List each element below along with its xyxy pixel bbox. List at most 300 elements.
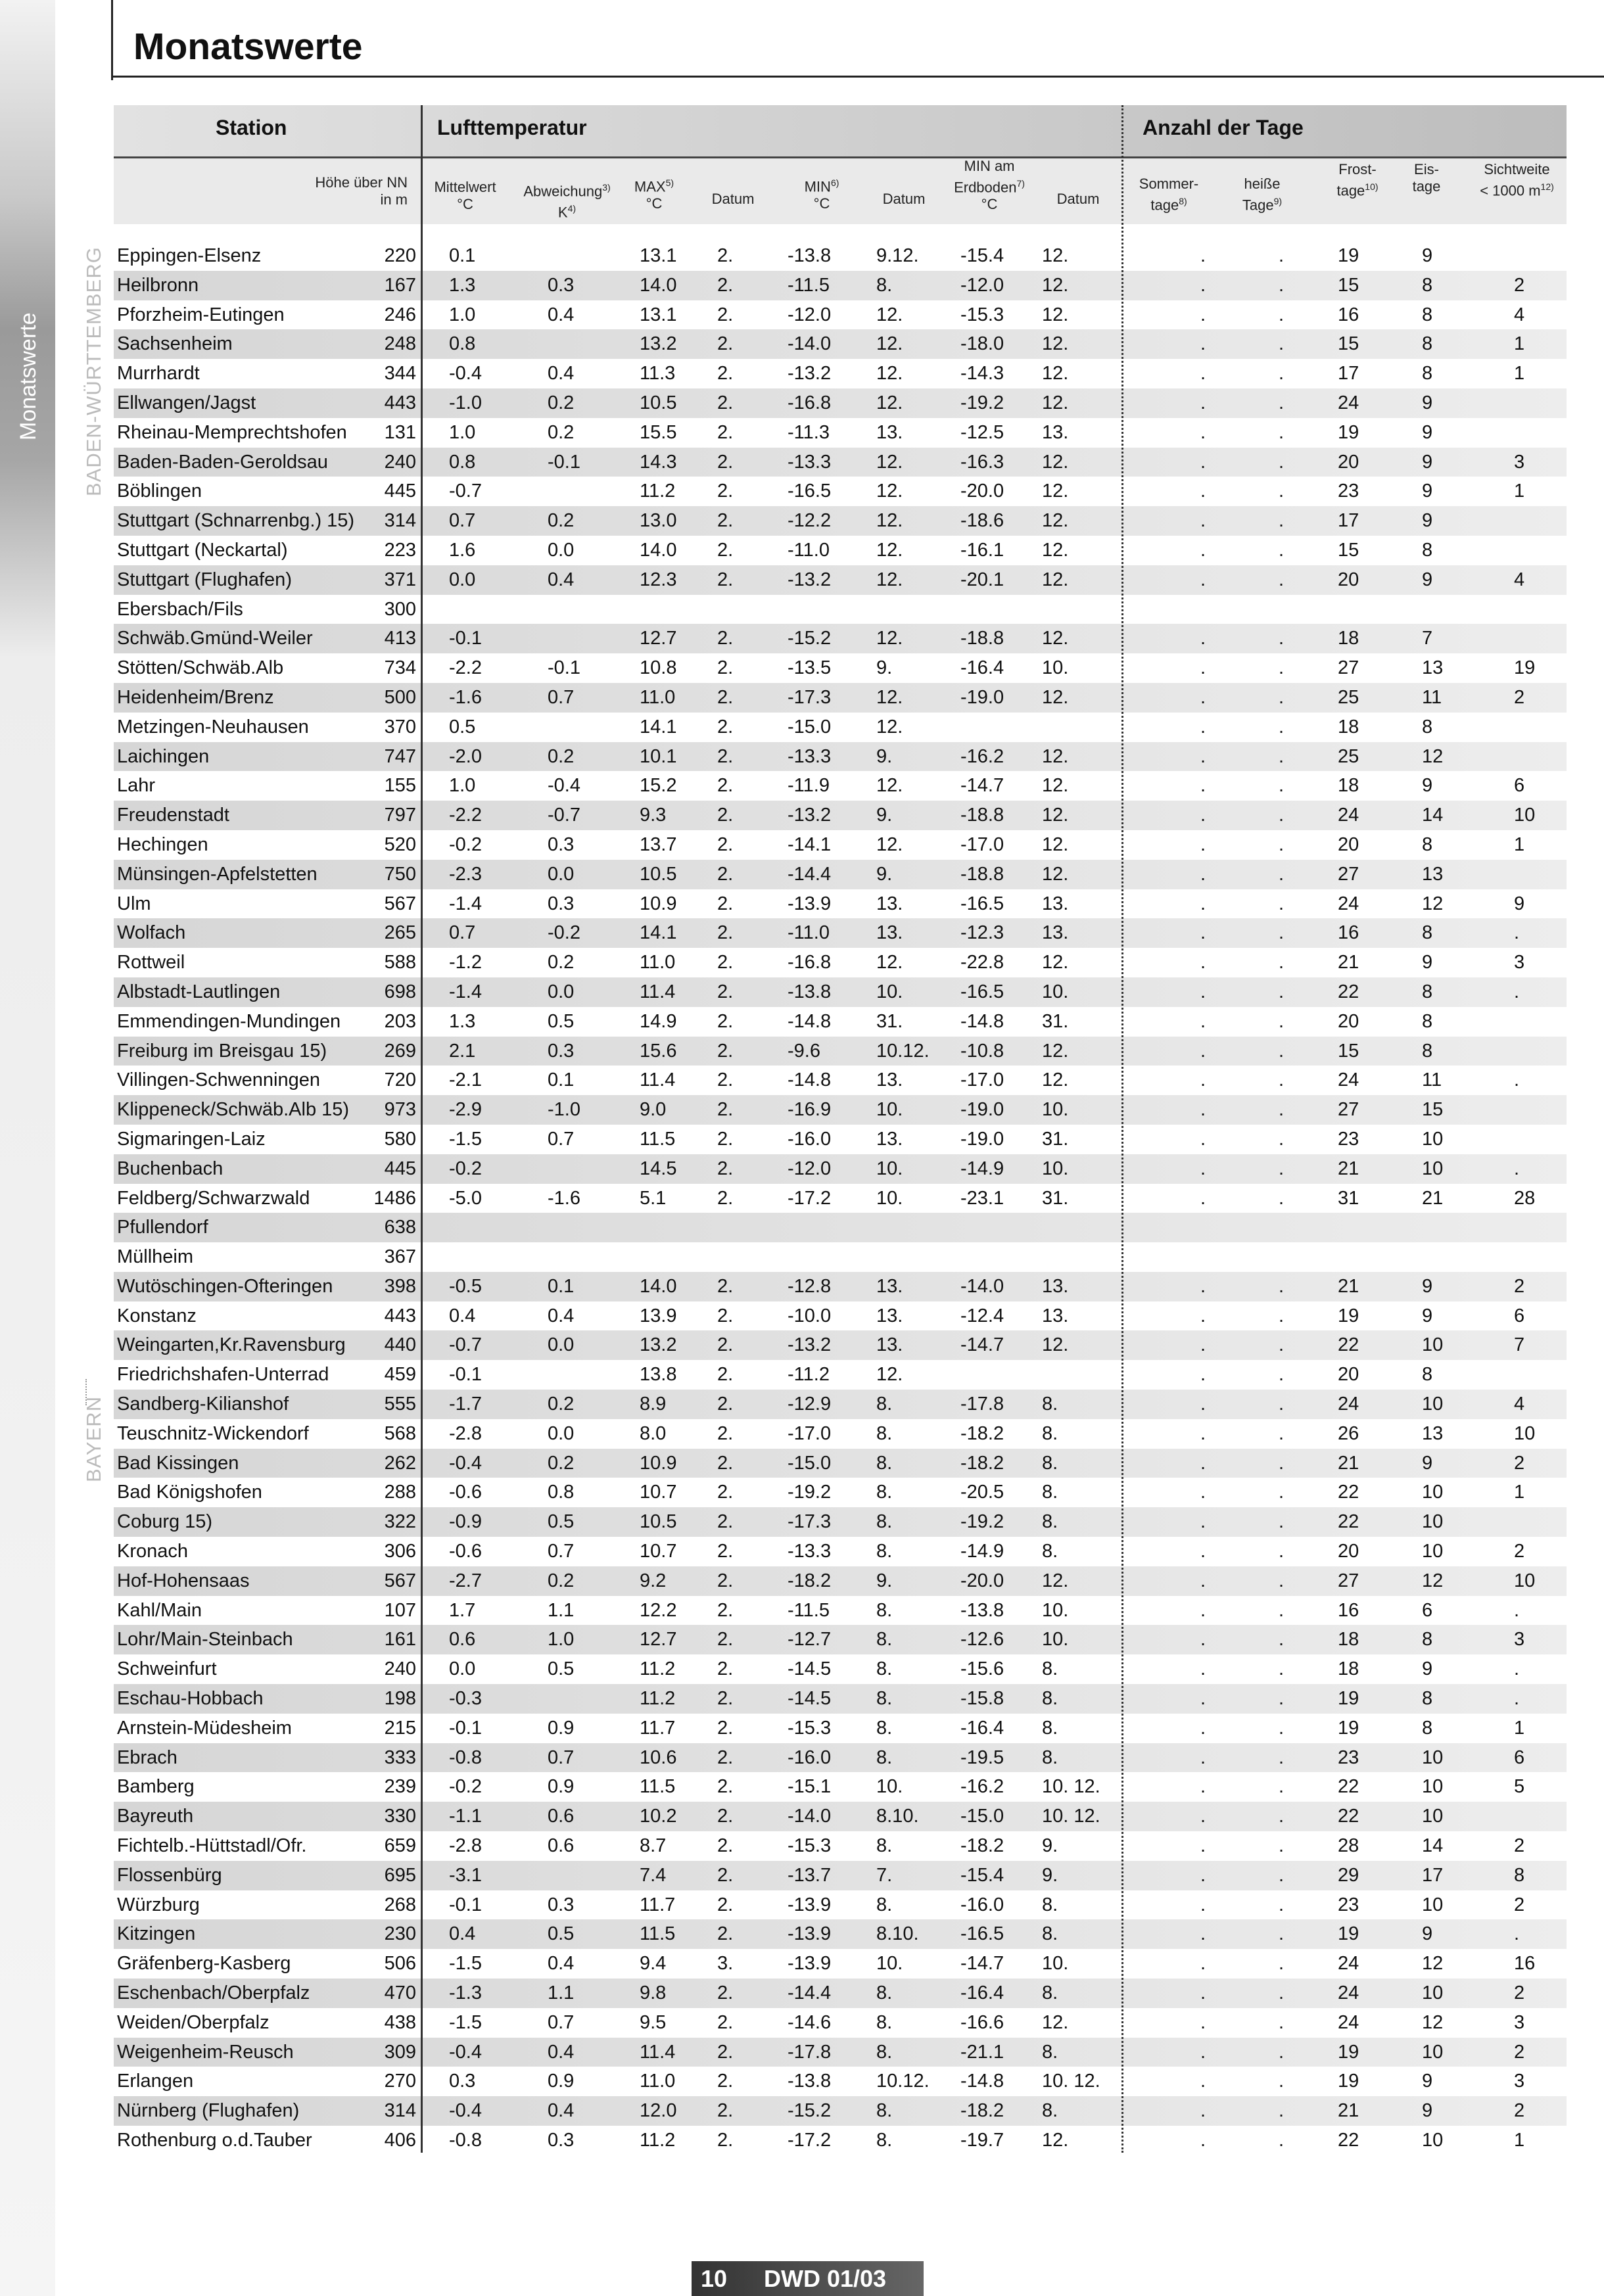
cell-frost-days: 21: [1338, 2100, 1359, 2122]
cell-hot-days: .: [1279, 1864, 1285, 1886]
cell-max: 11.3: [640, 363, 676, 385]
cell-max: 13.0: [640, 510, 677, 532]
cell-summer-days: .: [1200, 1305, 1206, 1326]
cell-height: 445: [384, 1158, 416, 1179]
cell-ground-date: 13.: [1042, 421, 1069, 443]
cell-ground-min: -14.7: [960, 1953, 1004, 1975]
cell-min: -11.5: [788, 274, 830, 296]
cell-station: Weingarten,Kr.Ravensburg: [117, 1334, 346, 1356]
cell-ground-date: 13.: [1042, 1275, 1069, 1297]
cell-ground-min: -19.0: [960, 1099, 1004, 1121]
cell-station: Bayreuth: [117, 1806, 194, 1827]
cell-min: -13.7: [788, 1864, 832, 1886]
cell-mean: -0.1: [449, 628, 482, 649]
cell-max-date: 2.: [717, 1746, 734, 1768]
cell-min: -15.1: [788, 1776, 832, 1798]
cell-ground-min: -16.0: [960, 1894, 1004, 1915]
cell-ice-days: 21: [1422, 1187, 1444, 1209]
cell-visibility: .: [1514, 981, 1520, 1002]
cell-min-date: 8.: [876, 2011, 893, 2033]
cell-min-date: 12.: [876, 775, 903, 797]
cell-hot-days: .: [1279, 1099, 1285, 1121]
cell-station: Bad Königshofen: [117, 1482, 262, 1503]
cell-station: Würzburg: [117, 1894, 200, 1915]
cell-frost-days: 21: [1338, 952, 1359, 973]
cell-mean: -0.2: [449, 1158, 482, 1179]
cell-height: 344: [384, 363, 416, 385]
cell-station: Eschau-Hobbach: [117, 1688, 264, 1710]
cell-ice-days: 15: [1422, 1099, 1444, 1121]
cell-max: 10.1: [640, 745, 677, 767]
cell-max: 12.7: [640, 628, 677, 649]
cell-frost-days: 24: [1338, 893, 1359, 914]
side-tab-label: Monatswerte: [16, 312, 41, 440]
cell-station: Hechingen: [117, 833, 208, 855]
cell-height: 588: [384, 952, 416, 973]
cell-visibility: 3: [1514, 952, 1525, 973]
cell-hot-days: .: [1279, 1334, 1285, 1356]
cell-station: Kahl/Main: [117, 1599, 202, 1621]
table-row: [114, 977, 1567, 1007]
cell-max-date: 2.: [717, 1452, 734, 1474]
cell-frost-days: 27: [1338, 1099, 1359, 1121]
cell-hot-days: .: [1279, 421, 1285, 443]
cell-ground-date: 12.: [1042, 1069, 1069, 1091]
cell-mean: -1.5: [449, 1128, 482, 1150]
cell-ground-date: 10.: [1042, 1099, 1069, 1121]
cell-height: 240: [384, 451, 416, 473]
cell-ground-min: -19.2: [960, 1511, 1004, 1533]
cell-hot-days: .: [1279, 628, 1285, 649]
cell-mean: -3.1: [449, 1864, 482, 1886]
cell-deviation: -0.7: [548, 805, 580, 826]
cell-height: 371: [384, 569, 416, 590]
cell-ground-min: -16.5: [960, 1923, 1004, 1945]
cell-ice-days: 9: [1422, 421, 1433, 443]
cell-max-date: 2.: [717, 480, 734, 502]
cell-height: 309: [384, 2041, 416, 2063]
cell-mean: -0.5: [449, 1275, 482, 1297]
cell-summer-days: .: [1200, 1128, 1206, 1150]
cell-height: 734: [384, 657, 416, 679]
cell-summer-days: .: [1200, 1688, 1206, 1710]
cell-height: 314: [384, 510, 416, 532]
cell-ice-days: 8: [1422, 274, 1433, 296]
table-row: [114, 565, 1567, 595]
cell-max: 8.7: [640, 1835, 667, 1857]
cell-station: Weiden/Oberpfalz: [117, 2011, 270, 2033]
cell-mean: -0.3: [449, 1688, 482, 1710]
cell-height: 240: [384, 1658, 416, 1680]
cell-summer-days: .: [1200, 1570, 1206, 1591]
cell-summer-days: .: [1200, 981, 1206, 1002]
cell-visibility: 2: [1514, 1275, 1525, 1297]
cell-height: 270: [384, 2071, 416, 2092]
cell-max-date: 2.: [717, 1010, 734, 1032]
cell-frost-days: 19: [1338, 1305, 1359, 1326]
cell-max: 14.0: [640, 274, 677, 296]
cell-min-date: 10.: [876, 981, 903, 1002]
cell-hot-days: .: [1279, 1364, 1285, 1386]
cell-mean: 0.6: [449, 1629, 476, 1651]
cell-max-date: 2.: [717, 2071, 734, 2092]
cell-station: Sigmaringen-Laiz: [117, 1128, 266, 1150]
cell-frost-days: 16: [1338, 304, 1359, 325]
cell-min: -11.2: [788, 1364, 830, 1386]
cell-hot-days: .: [1279, 805, 1285, 826]
cell-deviation: 0.4: [548, 2100, 575, 2122]
cell-mean: 2.1: [449, 1040, 476, 1062]
cell-max-date: 2.: [717, 1717, 734, 1739]
cell-max-date: 2.: [717, 1658, 734, 1680]
cell-station: Bad Kissingen: [117, 1452, 239, 1474]
cell-ground-date: 10.: [1042, 981, 1069, 1002]
cell-ground-min: -14.0: [960, 1275, 1004, 1297]
cell-station: Rothenburg o.d.Tauber: [117, 2130, 312, 2151]
cell-frost-days: 19: [1338, 245, 1359, 266]
table-row: [114, 1625, 1567, 1654]
cell-height: 155: [384, 775, 416, 797]
cell-visibility: 10: [1514, 1422, 1536, 1444]
cell-station: Ellwangen/Jagst: [117, 392, 256, 413]
cell-max: 10.9: [640, 1452, 677, 1474]
cell-summer-days: .: [1200, 1069, 1206, 1091]
cell-ground-date: 12.: [1042, 833, 1069, 855]
cell-ground-date: 12.: [1042, 451, 1069, 473]
cell-deviation: 0.8: [548, 1482, 575, 1503]
data-table: [114, 241, 1567, 2155]
cell-visibility: 2: [1514, 1452, 1525, 1474]
cell-min: -13.2: [788, 805, 832, 826]
cell-summer-days: .: [1200, 2100, 1206, 2122]
cell-min-date: 8.: [876, 2100, 893, 2122]
col-ground-min: MIN am Erdboden$^{7)}$ °C: [954, 158, 1025, 213]
cell-summer-days: .: [1200, 893, 1206, 914]
cell-height: 520: [384, 833, 416, 855]
cell-frost-days: 22: [1338, 981, 1359, 1002]
cell-station: Eppingen-Elsenz: [117, 245, 262, 266]
cell-max-date: 2.: [717, 539, 734, 561]
cell-ground-date: 8.: [1042, 1541, 1058, 1562]
cell-max-date: 2.: [717, 628, 734, 649]
cell-mean: -2.9: [449, 1099, 482, 1121]
cell-station: Laichingen: [117, 745, 210, 767]
cell-ground-date: 10. 12.: [1042, 1776, 1100, 1798]
cell-summer-days: .: [1200, 421, 1206, 443]
cell-min: -19.2: [788, 1482, 832, 1503]
cell-hot-days: .: [1279, 1688, 1285, 1710]
cell-mean: -2.8: [449, 1422, 482, 1444]
table-row: [114, 771, 1567, 801]
cell-ground-min: -20.1: [960, 569, 1004, 590]
cell-frost-days: 18: [1338, 775, 1359, 797]
cell-min: -14.4: [788, 863, 832, 885]
cell-ground-min: -18.2: [960, 1835, 1004, 1857]
cell-ice-days: 9: [1422, 1658, 1433, 1680]
cell-frost-days: 21: [1338, 1452, 1359, 1474]
cell-visibility: 8: [1514, 1864, 1525, 1886]
cell-min-date: 12.: [876, 1364, 903, 1386]
cell-summer-days: .: [1200, 480, 1206, 502]
cell-mean: -0.6: [449, 1482, 482, 1503]
cell-height: 747: [384, 745, 416, 767]
cell-frost-days: 24: [1338, 392, 1359, 413]
cell-mean: 1.7: [449, 1599, 476, 1621]
cell-max-date: 2.: [717, 1894, 734, 1915]
cell-ground-min: -18.8: [960, 628, 1004, 649]
cell-summer-days: .: [1200, 1040, 1206, 1062]
cell-min-date: 12.: [876, 952, 903, 973]
table-row: [114, 1360, 1567, 1390]
cell-summer-days: .: [1200, 2130, 1206, 2151]
cell-ground-date: 12.: [1042, 1334, 1069, 1356]
section-station: Station: [216, 116, 287, 139]
cell-frost-days: 24: [1338, 1953, 1359, 1975]
cell-ice-days: 12: [1422, 1570, 1444, 1591]
cell-visibility: 3: [1514, 2011, 1525, 2033]
cell-ice-days: 8: [1422, 1717, 1433, 1739]
cell-visibility: 10: [1514, 805, 1536, 826]
table-row: [114, 889, 1567, 919]
cell-min: -14.0: [788, 333, 832, 355]
cell-visibility: 7: [1514, 1334, 1525, 1356]
header-rule-horizontal: [111, 76, 1604, 78]
cell-deviation: 0.4: [548, 1953, 575, 1975]
cell-visibility: .: [1514, 1923, 1520, 1945]
cell-deviation: 0.0: [548, 1422, 575, 1444]
cell-station: Bamberg: [117, 1776, 195, 1798]
cell-station: Stuttgart (Flughafen): [117, 569, 292, 590]
cell-max-date: 2.: [717, 1629, 734, 1651]
cell-station: Ulm: [117, 893, 151, 914]
cell-min-date: 8.: [876, 1541, 893, 1562]
cell-mean: -1.5: [449, 1953, 482, 1975]
cell-ground-min: -18.0: [960, 333, 1004, 355]
cell-deviation: 0.2: [548, 1570, 575, 1591]
cell-summer-days: .: [1200, 392, 1206, 413]
cell-ice-days: 6: [1422, 1599, 1433, 1621]
cell-height: 580: [384, 1128, 416, 1150]
cell-visibility: 3: [1514, 451, 1525, 473]
cell-hot-days: .: [1279, 1511, 1285, 1533]
cell-min-date: 12.: [876, 392, 903, 413]
cell-visibility: 19: [1514, 657, 1536, 679]
cell-mean: -0.4: [449, 363, 482, 385]
cell-height: 567: [384, 893, 416, 914]
cell-height: 239: [384, 1776, 416, 1798]
cell-min: -15.2: [788, 628, 832, 649]
cell-height: 330: [384, 1806, 416, 1827]
cell-station: Pforzheim-Eutingen: [117, 304, 285, 325]
cell-frost-days: 24: [1338, 2011, 1359, 2033]
cell-height: 333: [384, 1746, 416, 1768]
cell-hot-days: .: [1279, 451, 1285, 473]
cell-height: 698: [384, 981, 416, 1002]
cell-max-date: 2.: [717, 333, 734, 355]
cell-summer-days: .: [1200, 1599, 1206, 1621]
cell-mean: 1.3: [449, 274, 476, 296]
cell-deviation: 0.0: [548, 981, 575, 1002]
cell-deviation: 0.7: [548, 686, 575, 708]
table-row: [114, 1007, 1567, 1037]
cell-station: Münsingen-Apfelstetten: [117, 863, 318, 885]
cell-max: 11.5: [640, 1923, 676, 1945]
cell-frost-days: 22: [1338, 1776, 1359, 1798]
cell-summer-days: .: [1200, 1334, 1206, 1356]
cell-visibility: 4: [1514, 1394, 1525, 1415]
cell-ground-min: -15.3: [960, 304, 1004, 325]
cell-height: 659: [384, 1835, 416, 1857]
cell-hot-days: .: [1279, 745, 1285, 767]
cell-min-date: 10.12.: [876, 2071, 930, 2092]
cell-max-date: 2.: [717, 451, 734, 473]
cell-hot-days: .: [1279, 480, 1285, 502]
cell-min: -16.0: [788, 1128, 832, 1150]
cell-station: Eschenbach/Oberpfalz: [117, 1982, 310, 2004]
cell-deviation: 0.4: [548, 2041, 575, 2063]
cell-max-date: 2.: [717, 1482, 734, 1503]
cell-min-date: 10.: [876, 1953, 903, 1975]
cell-height: 438: [384, 2011, 416, 2033]
cell-ground-min: -16.3: [960, 451, 1004, 473]
cell-visibility: 2: [1514, 686, 1525, 708]
table-row: [114, 948, 1567, 977]
cell-mean: -1.4: [449, 893, 482, 914]
cell-hot-days: .: [1279, 304, 1285, 325]
cell-min: -16.8: [788, 952, 832, 973]
cell-max-date: 2.: [717, 1835, 734, 1857]
cell-ground-date: 8.: [1042, 2041, 1058, 2063]
table-row: [114, 595, 1567, 624]
cell-visibility: .: [1514, 922, 1520, 944]
cell-ice-days: 9: [1422, 1923, 1433, 1945]
cell-summer-days: .: [1200, 539, 1206, 561]
cell-min-date: 8.10.: [876, 1923, 919, 1945]
cell-min-date: 12.: [876, 451, 903, 473]
cell-ice-days: 11: [1422, 686, 1442, 708]
cell-height: 367: [384, 1246, 416, 1268]
cell-max: 15.5: [640, 421, 677, 443]
cell-max: 10.7: [640, 1482, 677, 1503]
cell-ground-min: -14.9: [960, 1541, 1004, 1562]
cell-min-date: 12.: [876, 569, 903, 590]
cell-min: -12.9: [788, 1394, 832, 1415]
cell-max: 13.2: [640, 1334, 677, 1356]
cell-ground-date: 10.: [1042, 657, 1069, 679]
cell-height: 203: [384, 1010, 416, 1032]
column-rule-days: [1121, 105, 1123, 2153]
col-deviation: Abweichung$^{3)}$ $K^{4)}$: [523, 182, 611, 221]
cell-min-date: 12.: [876, 480, 903, 502]
cell-hot-days: .: [1279, 1010, 1285, 1032]
cell-summer-days: .: [1200, 1364, 1206, 1386]
cell-max-date: 2.: [717, 1982, 734, 2004]
cell-summer-days: .: [1200, 333, 1206, 355]
cell-mean: -0.7: [449, 480, 482, 502]
cell-frost-days: 22: [1338, 1806, 1359, 1827]
cell-summer-days: .: [1200, 245, 1206, 266]
cell-mean: -0.4: [449, 2100, 482, 2122]
cell-ground-min: -14.7: [960, 1334, 1004, 1356]
cell-min: -13.3: [788, 1541, 832, 1562]
cell-deviation: -1.0: [548, 1099, 580, 1121]
cell-mean: -2.2: [449, 805, 482, 826]
table-row: [114, 713, 1567, 742]
cell-max-date: 2.: [717, 1806, 734, 1827]
cell-frost-days: 25: [1338, 745, 1359, 767]
cell-ice-days: 10: [1422, 1394, 1444, 1415]
table-row: [114, 1184, 1567, 1213]
cell-station: Flossenbürg: [117, 1864, 222, 1886]
cell-min-date: 13.: [876, 1069, 903, 1091]
cell-min-date: 13.: [876, 1128, 903, 1150]
cell-ground-date: 12.: [1042, 392, 1069, 413]
cell-height: 215: [384, 1717, 416, 1739]
cell-station: Emmendingen-Mundingen: [117, 1010, 341, 1032]
table-row: [114, 1861, 1567, 1890]
cell-min: -13.5: [788, 657, 832, 679]
cell-hot-days: .: [1279, 569, 1285, 590]
cell-max-date: 2.: [717, 952, 734, 973]
cell-mean: -2.0: [449, 745, 482, 767]
cell-ground-min: -15.4: [960, 1864, 1004, 1886]
cell-mean: -0.8: [449, 1746, 482, 1768]
cell-hot-days: .: [1279, 1953, 1285, 1975]
cell-mean: -2.7: [449, 1570, 482, 1591]
cell-ice-days: 10: [1422, 1982, 1444, 2004]
cell-ground-min: -16.4: [960, 1982, 1004, 2004]
cell-ground-min: -21.1: [960, 2041, 1004, 2063]
cell-max: 11.5: [640, 1128, 676, 1150]
cell-station: Ebrach: [117, 1746, 177, 1768]
table-row: [114, 1802, 1567, 1831]
cell-min-date: 8.: [876, 1688, 893, 1710]
cell-frost-days: 23: [1338, 1746, 1359, 1768]
cell-summer-days: .: [1200, 1158, 1206, 1179]
cell-deviation: 0.9: [548, 1776, 575, 1798]
table-row: [114, 1714, 1567, 1743]
cell-min: -11.0: [788, 539, 830, 561]
cell-station: Lahr: [117, 775, 156, 797]
cell-min: -10.0: [788, 1305, 832, 1326]
cell-mean: -1.6: [449, 686, 482, 708]
cell-ice-days: 13: [1422, 657, 1444, 679]
cell-frost-days: 16: [1338, 1599, 1359, 1621]
cell-ice-days: 11: [1422, 1069, 1442, 1091]
table-row: [114, 300, 1567, 330]
table-row: [114, 1330, 1567, 1360]
cell-height: 440: [384, 1334, 416, 1356]
cell-summer-days: .: [1200, 1422, 1206, 1444]
cell-summer-days: .: [1200, 952, 1206, 973]
cell-min: -12.0: [788, 304, 832, 325]
cell-frost-days: 23: [1338, 1128, 1359, 1150]
cell-max: 9.8: [640, 1982, 667, 2004]
cell-min-date: 9.: [876, 745, 893, 767]
cell-ground-date: 12.: [1042, 304, 1069, 325]
cell-hot-days: .: [1279, 363, 1285, 385]
cell-summer-days: .: [1200, 1864, 1206, 1886]
cell-max-date: 2.: [717, 657, 734, 679]
cell-max: 11.4: [640, 1069, 676, 1091]
table-row: [114, 1154, 1567, 1184]
table-row: [114, 1566, 1567, 1596]
cell-max-date: 2.: [717, 1541, 734, 1562]
cell-deviation: 0.1: [548, 1275, 575, 1297]
col-min: MIN$^{6)}$ °C: [804, 177, 839, 212]
cell-frost-days: 23: [1338, 480, 1359, 502]
cell-min-date: 13.: [876, 893, 903, 914]
